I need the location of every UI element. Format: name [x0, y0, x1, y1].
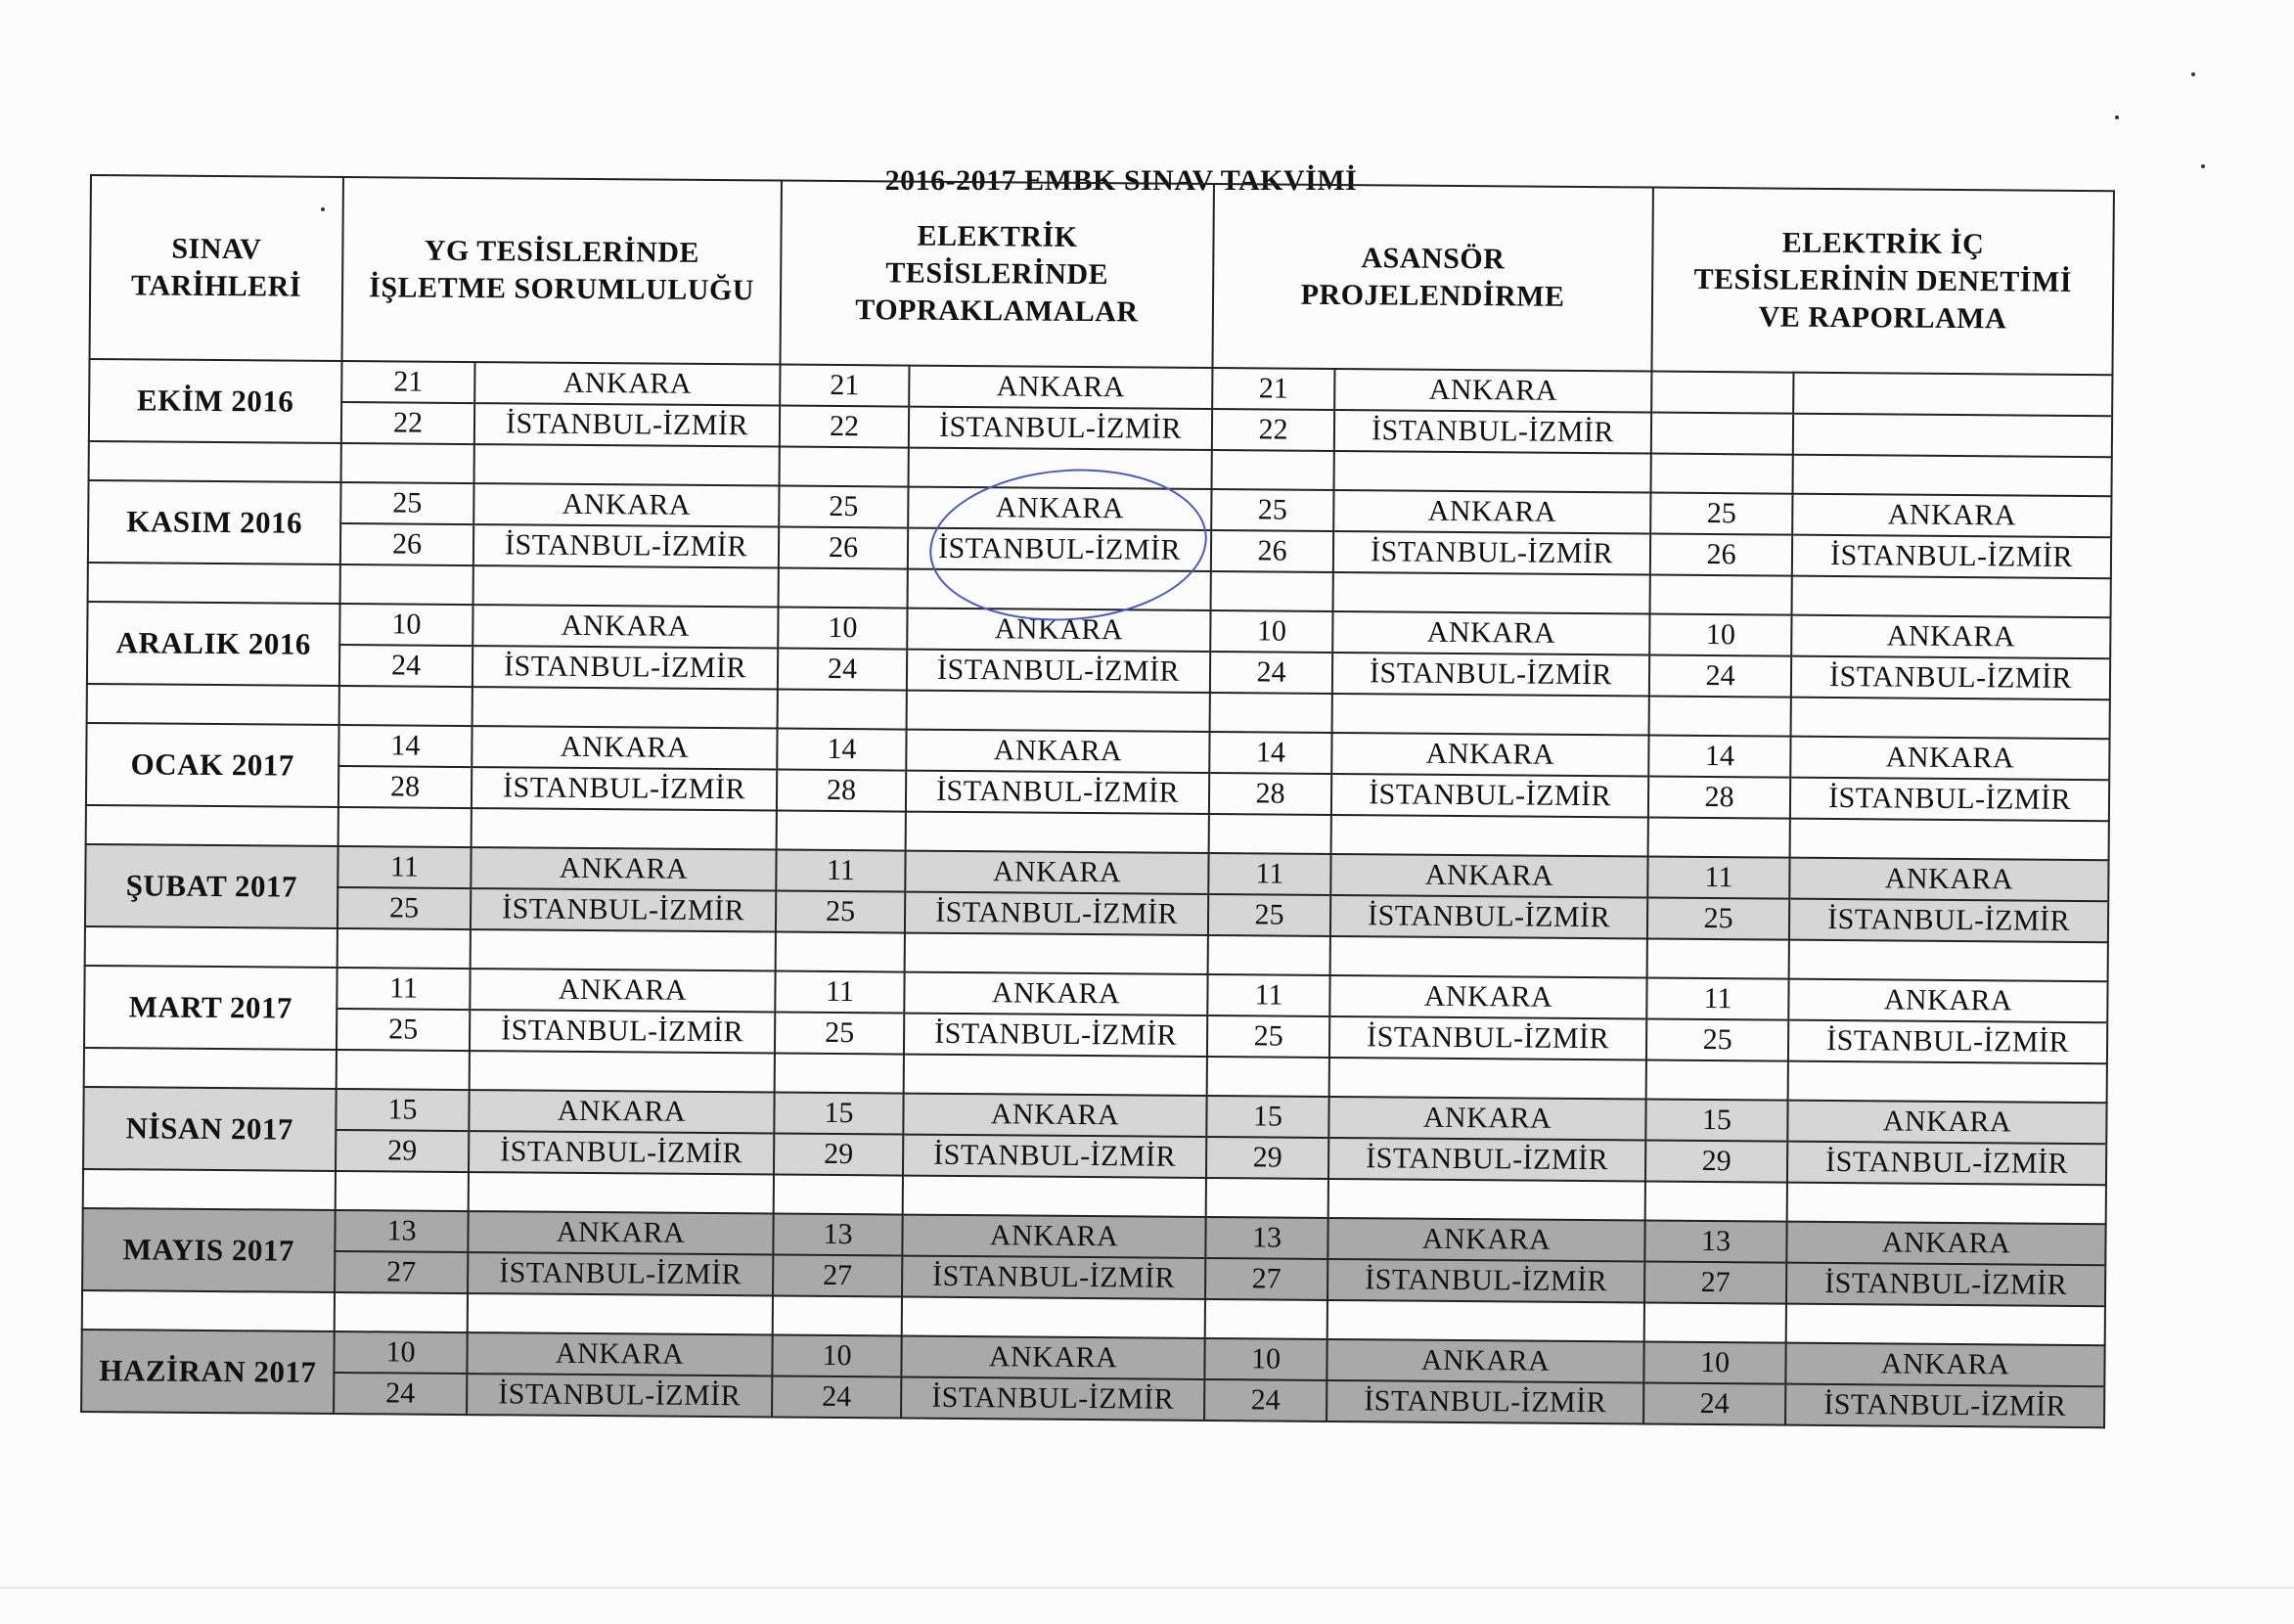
- day-cell: 22: [341, 402, 474, 444]
- empty-cell: [774, 1175, 903, 1215]
- city-cell: İSTANBUL-İZMİR: [467, 1374, 772, 1417]
- empty-cell: [906, 812, 1209, 853]
- empty-cell: [473, 565, 779, 607]
- day-cell: 24: [1643, 1383, 1785, 1425]
- month-label: OCAK 2017: [86, 723, 339, 807]
- empty-cell: [776, 932, 905, 972]
- city-cell: ANKARA: [1789, 858, 2108, 902]
- empty-cell: [1647, 939, 1789, 979]
- city-cell: ANKARA: [1792, 494, 2111, 538]
- day-cell: 29: [774, 1134, 903, 1176]
- city-cell: ANKARA: [908, 487, 1211, 530]
- day-cell: 28: [777, 770, 906, 812]
- schedule-body: [81, 359, 2112, 1427]
- day-cell: 26: [1211, 530, 1333, 572]
- header-elektrik-topraklamalar: ELEKTRİK TESİSLERİNDE TOPRAKLAMALAR: [781, 181, 1214, 368]
- empty-cell: [86, 805, 338, 846]
- month-label: KASIM 2016: [88, 480, 341, 564]
- empty-cell: [1331, 815, 1648, 857]
- city-cell: İSTANBUL-İZMİR: [1333, 531, 1650, 575]
- day-cell: 11: [337, 968, 470, 1010]
- empty-cell: [1208, 935, 1330, 975]
- empty-cell: [337, 1050, 470, 1090]
- city-cell: İSTANBUL-İZMİR: [903, 1135, 1206, 1178]
- empty-cell: [1646, 1060, 1788, 1101]
- empty-cell: [1205, 1299, 1327, 1339]
- month-label: MAYIS 2017: [82, 1208, 336, 1292]
- month-label: MART 2017: [84, 966, 337, 1050]
- empty-cell: [472, 808, 777, 849]
- day-cell: 13: [773, 1214, 902, 1256]
- city-cell: ANKARA: [906, 730, 1209, 773]
- city-cell: İSTANBUL-İZMİR: [1788, 1020, 2107, 1064]
- city-cell: ANKARA: [1331, 733, 1648, 777]
- city-cell: [1793, 414, 2112, 458]
- day-cell: 25: [337, 887, 471, 929]
- document-title: 2016-2017 EMBK SINAV TAKVİMİ: [884, 164, 1358, 197]
- day-cell: 11: [776, 850, 905, 892]
- day-cell: 11: [337, 846, 471, 888]
- city-cell: İSTANBUL-İZMİR: [901, 1377, 1204, 1421]
- city-cell: ANKARA: [1786, 1222, 2105, 1266]
- empty-cell: [1328, 1179, 1645, 1221]
- day-cell: 10: [334, 1331, 467, 1374]
- day-cell: 25: [1647, 898, 1789, 940]
- day-cell: 10: [339, 604, 472, 646]
- city-cell: ANKARA: [1330, 854, 1647, 898]
- city-cell: ANKARA: [1787, 1101, 2106, 1145]
- day-cell: 10: [1643, 1342, 1785, 1384]
- empty-cell: [1790, 819, 2109, 861]
- empty-cell: [1206, 1178, 1328, 1218]
- city-cell: İSTANBUL-İZMİR: [471, 888, 776, 931]
- month-label: NİSAN 2017: [83, 1087, 337, 1171]
- empty-cell: [341, 443, 474, 483]
- month-label: ŞUBAT 2017: [85, 844, 338, 928]
- city-cell: ANKARA: [1328, 1097, 1645, 1141]
- empty-cell: [336, 1171, 469, 1211]
- city-cell: ANKARA: [1332, 611, 1649, 655]
- day-cell: 15: [774, 1093, 903, 1135]
- day-cell: 13: [335, 1210, 468, 1252]
- day-cell: 26: [340, 523, 473, 565]
- day-cell: 14: [338, 725, 472, 767]
- scan-speck: [2201, 164, 2205, 168]
- day-cell: [1651, 372, 1793, 414]
- day-cell: 13: [1205, 1217, 1327, 1259]
- city-cell: ANKARA: [468, 1211, 773, 1254]
- day-cell: 10: [1204, 1338, 1327, 1380]
- day-cell: 28: [1209, 773, 1331, 815]
- city-cell: ANKARA: [469, 1090, 774, 1133]
- day-cell: 11: [1646, 978, 1788, 1020]
- city-cell: İSTANBUL-İZMİR: [472, 767, 777, 810]
- empty-cell: [1789, 940, 2108, 982]
- day-cell: 27: [773, 1255, 902, 1297]
- empty-cell: [85, 926, 337, 968]
- day-cell: 24: [339, 645, 472, 687]
- city-cell: ANKARA: [1327, 1218, 1644, 1262]
- city-cell: İSTANBUL-İZMİR: [1791, 656, 2110, 700]
- month-label: EKİM 2016: [89, 359, 342, 443]
- day-cell: 22: [780, 406, 909, 448]
- city-cell: ANKARA: [473, 483, 779, 526]
- empty-cell: [469, 1172, 774, 1213]
- city-cell: İSTANBUL-İZMİR: [1330, 895, 1647, 939]
- empty-cell: [87, 684, 339, 725]
- scan-speck: [2191, 72, 2195, 76]
- header-row: [90, 175, 2114, 375]
- header-asansor-projelendirme: ASANSÖR PROJELENDİRME: [1213, 184, 1653, 372]
- day-cell: 15: [1206, 1096, 1328, 1138]
- city-cell: ANKARA: [1791, 615, 2110, 659]
- empty-cell: [337, 928, 471, 969]
- city-cell: ANKARA: [470, 969, 775, 1012]
- day-cell: 10: [1649, 614, 1791, 656]
- empty-cell: [779, 568, 908, 609]
- city-cell: ANKARA: [907, 609, 1210, 652]
- empty-cell: [1330, 936, 1647, 978]
- empty-cell: [780, 447, 909, 487]
- empty-cell: [1329, 1058, 1646, 1100]
- city-cell: İSTANBUL-İZMİR: [902, 1256, 1205, 1299]
- city-cell: [1793, 373, 2112, 417]
- empty-cell: [1648, 818, 1790, 858]
- empty-cell: [468, 1293, 773, 1334]
- day-cell: 11: [1647, 857, 1789, 899]
- day-cell: 14: [1648, 736, 1790, 778]
- day-cell: 28: [1648, 777, 1790, 819]
- city-cell: ANKARA: [467, 1332, 772, 1376]
- empty-cell: [1793, 455, 2112, 497]
- city-cell: İSTANBUL-İZMİR: [1787, 1142, 2106, 1186]
- empty-cell: [335, 1292, 468, 1332]
- city-cell: ANKARA: [1334, 369, 1651, 413]
- empty-cell: [471, 929, 776, 970]
- schedule-sheet: [80, 174, 2113, 1428]
- empty-cell: [340, 564, 473, 605]
- empty-cell: [904, 1055, 1207, 1096]
- day-cell: 14: [1209, 732, 1331, 774]
- city-cell: İSTANBUL-İZMİR: [470, 1010, 775, 1053]
- day-cell: 25: [340, 482, 473, 524]
- day-cell: 27: [335, 1251, 468, 1293]
- scan-speck: [321, 207, 325, 211]
- city-cell: İSTANBUL-İZMİR: [1789, 899, 2108, 943]
- exam-schedule-table: [80, 174, 2115, 1428]
- day-cell: 25: [337, 1009, 470, 1051]
- city-cell: ANKARA: [902, 1215, 1205, 1258]
- empty-cell: [1333, 572, 1650, 614]
- empty-cell: [89, 441, 341, 482]
- empty-cell: [1787, 1183, 2106, 1225]
- empty-cell: [474, 444, 780, 485]
- empty-cell: [1327, 1300, 1644, 1342]
- empty-cell: [777, 811, 906, 851]
- day-cell: 29: [336, 1130, 469, 1172]
- city-cell: İSTANBUL-İZMİR: [1329, 1016, 1646, 1060]
- city-cell: ANKARA: [901, 1336, 1204, 1379]
- day-cell: 25: [1211, 489, 1333, 531]
- city-cell: ANKARA: [909, 366, 1212, 409]
- day-cell: 24: [1649, 655, 1791, 698]
- empty-cell: [472, 687, 778, 728]
- empty-cell: [1650, 575, 1792, 615]
- scan-edge-line: [0, 1587, 2294, 1589]
- day-cell: 25: [775, 1013, 904, 1055]
- empty-cell: [1209, 814, 1331, 854]
- empty-cell: [83, 1169, 336, 1210]
- empty-cell: [1334, 451, 1651, 493]
- city-cell: ANKARA: [1788, 979, 2107, 1023]
- empty-cell: [1212, 450, 1334, 490]
- day-cell: 24: [1204, 1379, 1327, 1421]
- empty-cell: [339, 686, 472, 726]
- empty-cell: [905, 933, 1208, 974]
- day-cell: 13: [1644, 1221, 1786, 1263]
- empty-cell: [1210, 693, 1332, 733]
- day-cell: 29: [1206, 1137, 1328, 1179]
- day-cell: 24: [1210, 652, 1332, 694]
- day-cell: 10: [772, 1335, 901, 1377]
- city-cell: ANKARA: [1333, 490, 1650, 534]
- day-cell: 25: [1646, 1019, 1788, 1061]
- day-cell: 25: [1650, 493, 1792, 535]
- day-cell: 25: [776, 891, 905, 933]
- day-cell: 10: [778, 608, 907, 650]
- day-cell: 25: [779, 486, 908, 528]
- empty-cell: [903, 1176, 1206, 1217]
- day-cell: 14: [777, 729, 906, 771]
- day-cell: 10: [1210, 610, 1332, 653]
- scan-speck: [2115, 115, 2119, 119]
- header-elektrik-ic-tesisler: ELEKTRİK İÇ TESİSLERİNİN DENETİMİ VE RAPORLAMA: [1652, 188, 2114, 376]
- city-cell: ANKARA: [474, 362, 780, 405]
- empty-cell: [1786, 1304, 2105, 1346]
- city-cell: İSTANBUL-İZMİR: [909, 407, 1212, 450]
- header-yg-tesislerinde: YG TESİSLERİNDE İŞLETME SORUMLULUĞU: [342, 177, 782, 365]
- day-cell: 25: [1208, 894, 1330, 936]
- city-cell: ANKARA: [472, 605, 778, 648]
- empty-cell: [1332, 694, 1649, 736]
- day-cell: 25: [1207, 1015, 1329, 1058]
- city-cell: İSTANBUL-İZMİR: [1331, 774, 1648, 818]
- city-cell: İSTANBUL-İZMİR: [1327, 1259, 1644, 1303]
- day-cell: 24: [778, 649, 907, 691]
- city-cell: İSTANBUL-İZMİR: [908, 528, 1211, 571]
- day-cell: 21: [1212, 368, 1334, 410]
- city-cell: ANKARA: [1790, 737, 2109, 781]
- empty-cell: [773, 1296, 902, 1336]
- empty-cell: [470, 1051, 775, 1092]
- day-cell: 21: [780, 365, 909, 407]
- city-cell: ANKARA: [904, 972, 1207, 1015]
- city-cell: İSTANBUL-İZMİR: [907, 650, 1210, 693]
- city-cell: ANKARA: [1329, 975, 1646, 1019]
- day-cell: 22: [1212, 409, 1334, 451]
- day-cell: 27: [1644, 1262, 1786, 1304]
- empty-cell: [1792, 576, 2111, 618]
- empty-cell: [1649, 697, 1791, 737]
- empty-cell: [908, 569, 1211, 610]
- city-cell: ANKARA: [903, 1094, 1206, 1137]
- empty-cell: [1791, 698, 2110, 740]
- city-cell: ANKARA: [1785, 1343, 2104, 1387]
- month-label: HAZİRAN 2017: [81, 1330, 335, 1414]
- empty-cell: [84, 1048, 337, 1089]
- empty-cell: [88, 563, 340, 604]
- city-cell: İSTANBUL-İZMİR: [1786, 1263, 2105, 1307]
- empty-cell: [1788, 1061, 2107, 1104]
- city-cell: ANKARA: [905, 851, 1208, 894]
- empty-cell: [82, 1290, 335, 1331]
- day-cell: 26: [779, 527, 908, 569]
- city-cell: İSTANBUL-İZMİR: [1790, 778, 2109, 822]
- day-cell: [1651, 413, 1793, 455]
- city-cell: İSTANBUL-İZMİR: [905, 892, 1208, 935]
- day-cell: 29: [1645, 1141, 1787, 1183]
- city-cell: İSTANBUL-İZMİR: [472, 646, 778, 689]
- city-cell: İSTANBUL-İZMİR: [468, 1252, 773, 1295]
- city-cell: İSTANBUL-İZMİR: [474, 403, 780, 446]
- empty-cell: [775, 1054, 904, 1094]
- day-cell: 26: [1650, 534, 1792, 576]
- empty-cell: [778, 690, 907, 730]
- city-cell: İSTANBUL-İZMİR: [1327, 1380, 1643, 1424]
- city-cell: İSTANBUL-İZMİR: [906, 771, 1209, 814]
- empty-cell: [1644, 1303, 1786, 1343]
- day-cell: 15: [336, 1089, 469, 1131]
- empty-cell: [1207, 1057, 1329, 1097]
- empty-cell: [338, 807, 472, 847]
- city-cell: İSTANBUL-İZMİR: [1785, 1384, 2104, 1428]
- empty-cell: [1645, 1182, 1787, 1222]
- empty-cell: [907, 691, 1210, 732]
- day-cell: 24: [334, 1373, 467, 1415]
- day-cell: 27: [1205, 1258, 1327, 1300]
- month-label: ARALIK 2016: [87, 602, 340, 686]
- city-cell: İSTANBUL-İZMİR: [473, 524, 779, 567]
- city-cell: İSTANBUL-İZMİR: [1334, 410, 1651, 454]
- city-cell: İSTANBUL-İZMİR: [904, 1014, 1207, 1057]
- day-cell: 21: [341, 361, 474, 403]
- city-cell: ANKARA: [1327, 1339, 1643, 1383]
- city-cell: ANKARA: [472, 726, 777, 769]
- day-cell: 24: [772, 1376, 901, 1419]
- header-exam-dates: SINAV TARİHLERİ: [90, 175, 343, 361]
- empty-cell: [1651, 454, 1793, 494]
- day-cell: 28: [338, 766, 472, 808]
- day-cell: 11: [1208, 853, 1330, 895]
- empty-cell: [902, 1297, 1205, 1338]
- city-cell: ANKARA: [471, 847, 776, 890]
- city-cell: İSTANBUL-İZMİR: [469, 1131, 774, 1174]
- city-cell: İSTANBUL-İZMİR: [1792, 535, 2111, 579]
- day-cell: 11: [775, 971, 904, 1014]
- empty-cell: [1211, 571, 1333, 611]
- city-cell: İSTANBUL-İZMİR: [1328, 1138, 1645, 1182]
- day-cell: 15: [1645, 1100, 1787, 1142]
- empty-cell: [909, 448, 1212, 489]
- city-cell: İSTANBUL-İZMİR: [1332, 653, 1649, 697]
- day-cell: 11: [1207, 974, 1329, 1016]
